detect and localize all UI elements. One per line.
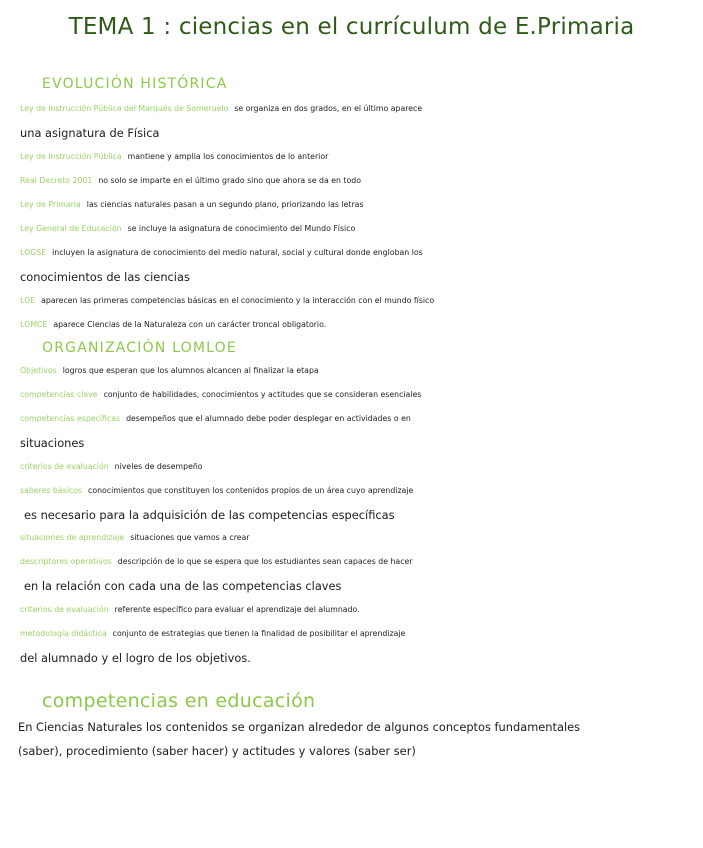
item-definition: niveles de desempeño — [114, 462, 203, 471]
item-term: saberes básicos — [20, 486, 83, 495]
item-term: descriptores operativos — [20, 557, 112, 566]
section-heading-competencias: competencias en educación — [42, 690, 316, 712]
list-item — [20, 222, 696, 236]
item-definition: conocimientos que constituyen los contenidos propios de un área cuyo aprendizaje — [88, 486, 414, 495]
item-term: situaciones de aprendizaje — [20, 533, 125, 542]
list-item — [20, 412, 696, 426]
list-item — [20, 102, 696, 116]
item-definition: logros que esperan que los alumnos alcancen al finalizar la etapa — [62, 366, 319, 375]
item-definition: conjunto de estrategias que tienen la finalidad de posibilitar el aprendizaje — [112, 629, 406, 638]
item-term: LOMCE — [20, 320, 48, 329]
item-term: competencias específicas — [20, 414, 121, 423]
item-definition: se organiza en dos grados, en el último aparece — [234, 104, 423, 113]
page-title: TEMA 1 : ciencias en el currículum de E.Primaria — [68, 14, 635, 40]
item-term: criterios de evaluación — [20, 462, 109, 471]
list-item — [20, 460, 696, 474]
item-continuation: es necesario para la adquisición de las competencias específicas — [24, 508, 395, 522]
item-term: competencias clave — [20, 390, 98, 399]
list-item — [20, 388, 696, 402]
item-term: Ley General de Educación — [20, 224, 122, 233]
item-definition: situaciones que vamos a crear — [130, 533, 250, 542]
section-heading-evolucion: EVOLUCIÓN HISTÓRICA — [42, 76, 228, 92]
list-item — [20, 294, 696, 308]
item-definition: descripción de lo que se espera que los estudiantes sean capaces de hacer — [117, 557, 413, 566]
section-heading-organizacion: ORGANIZACIÓN LOMLOE — [42, 340, 237, 356]
item-term: metodología didáctica — [20, 629, 107, 638]
item-definition: referente específico para evaluar el aprendizaje del alumnado. — [114, 605, 360, 614]
item-definition: incluyen la asignatura de conocimiento del medio natural, social y cultural donde engloban los — [52, 248, 423, 257]
item-definition: aparece Ciencias de la Naturaleza con un carácter troncal obligatorio. — [53, 320, 327, 329]
item-term: LOE — [20, 296, 36, 305]
item-term: Real Decreto 2001 — [20, 176, 93, 185]
item-term: Objetivos — [20, 366, 57, 375]
item-definition: mantiene y amplia los conocimientos de lo anterior — [127, 152, 329, 161]
list-item — [20, 484, 696, 498]
list-item — [20, 531, 696, 545]
item-continuation: situaciones — [20, 436, 85, 450]
item-term: Ley de Primaria — [20, 200, 81, 209]
paragraph-line: (saber), procedimiento (saber hacer) y actitudes y valores (saber ser) — [18, 744, 416, 758]
item-definition: las ciencias naturales pasan a un segundo plano, priorizando las letras — [86, 200, 364, 209]
item-continuation: del alumnado y el logro de los objetivos. — [20, 651, 251, 665]
item-continuation: una asignatura de Física — [20, 126, 160, 140]
list-item — [20, 150, 696, 164]
item-definition: conjunto de habilidades, conocimientos y actitudes que se consideran esenciales — [103, 390, 422, 399]
list-item — [20, 364, 696, 378]
item-term: criterios de evaluación — [20, 605, 109, 614]
item-continuation: conocimientos de las ciencias — [20, 270, 190, 284]
item-continuation: en la relación con cada una de las competencias claves — [24, 579, 342, 593]
item-term: Ley de instrucción Pública del Marqués de Someruelo — [20, 104, 229, 113]
item-term: LOGSE — [20, 248, 47, 257]
list-item — [20, 318, 696, 332]
item-definition: se incluye la asignatura de conocimiento del Mundo Físico — [127, 224, 356, 233]
list-item — [20, 627, 696, 641]
item-term: Ley de Instrucción Pública — [20, 152, 122, 161]
list-item — [20, 174, 696, 188]
item-definition: desempeños que el alumnado debe poder desplegar en actividades o en — [126, 414, 411, 423]
item-definition: no solo se imparte en el último grado sino que ahora se da en todo — [98, 176, 361, 185]
list-item — [20, 198, 696, 212]
list-item — [20, 603, 696, 617]
item-definition: aparecen las primeras competencias básicas en el conocimiento y la interacción con el mundo físico — [41, 296, 435, 305]
list-item — [20, 246, 696, 260]
list-item — [20, 555, 696, 569]
paragraph-line: En Ciencias Naturales los contenidos se organizan alrededor de algunos conceptos fundamentales — [18, 720, 581, 734]
